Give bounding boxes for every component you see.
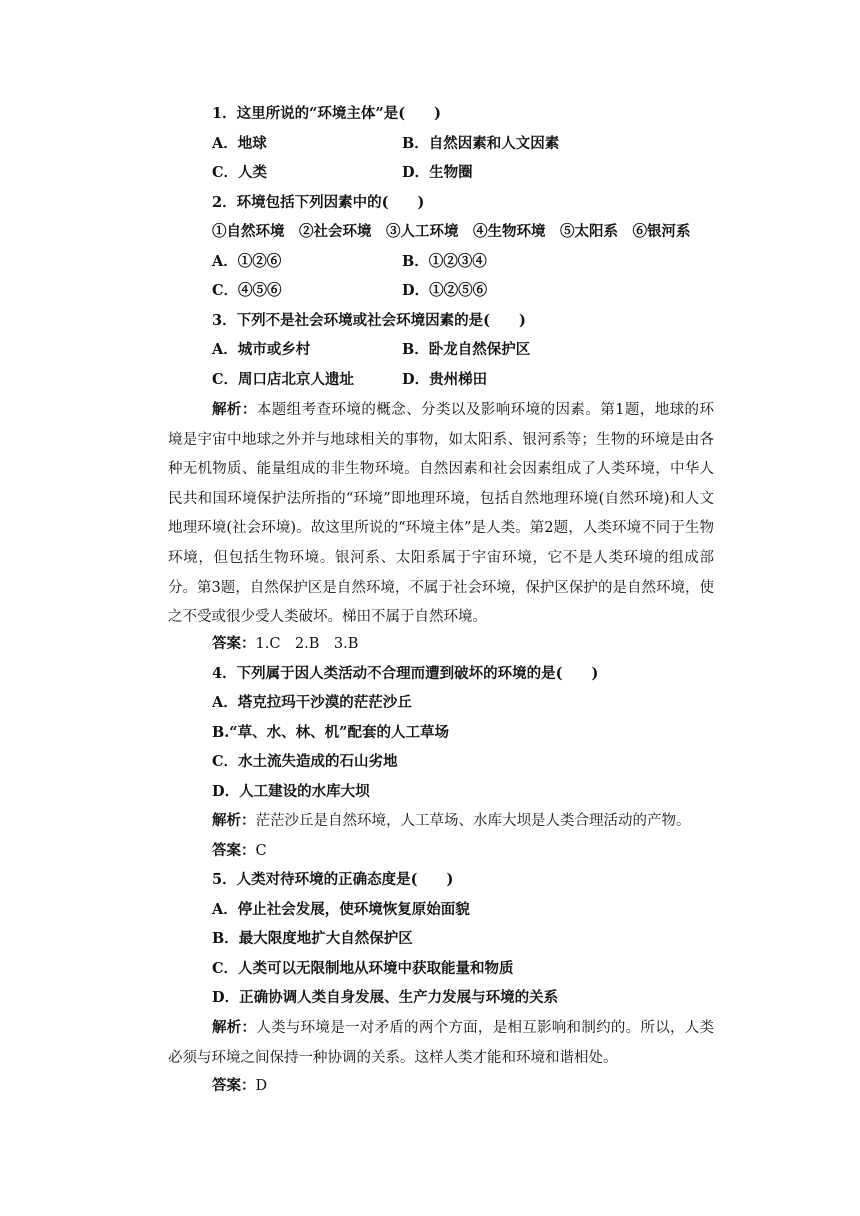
explanation-block-5 xyxy=(168,1013,714,1073)
explanation-label: 解析： xyxy=(212,401,257,418)
explanation-block-4 xyxy=(212,811,691,831)
question-1-option-d: D．生物圈 xyxy=(402,164,473,181)
question-2-option-b: B．①②③④ xyxy=(402,253,487,270)
answer-text: C xyxy=(255,843,267,859)
question-4-option-d: D．人工建设的水库大坝 xyxy=(212,783,370,800)
question-1-stem: 1．这里所说的“环境主体”是( ) xyxy=(212,105,441,122)
question-1-option-b: B．自然因素和人文因素 xyxy=(402,135,560,152)
answer-block-1 xyxy=(212,634,358,654)
explanation-label: 解析： xyxy=(212,812,256,829)
explanation-text: 本题组考查环境的概念、分类以及影响环境的因素。第1题，地球的环境是宇宙中地球之外并与地球相关的事物，如太阳系、银河系等；生物的环境是由各种无机物质、能量组成的非生物环境。自然因素和社会因素组成了人类环境，中华人民共和国环境保护法所指的“环境”即地理环境，包括自然地理环境(自然环境)和人文地理环境(社会环境)。故这里所说的“环境主体”是人类。第2题，人类环境不同于生物环境，但包括生物环境。银河系、太阳系属于宇宙环境，它不是人类环境的组成部分。第3题，自然保护区是自然环境，不属于社会环境，保护区保护的是自然环境，使之不受或很少受人类破坏。梯田不属于自然环境。 xyxy=(168,402,714,626)
question-3-option-a: A．城市或乡村 xyxy=(212,341,311,358)
question-5-option-c: C．人类可以无限制地从环境中获取能量和物质 xyxy=(212,960,514,977)
answer-label: 答案： xyxy=(212,842,256,859)
answer-text: D xyxy=(255,1078,268,1094)
question-2-stem: 2．环境包括下列因素中的( ) xyxy=(212,194,425,211)
question-2-option-a: A．①②⑥ xyxy=(212,253,282,270)
question-4-option-b: B.“草、水、林、机”配套的人工草场 xyxy=(212,724,449,741)
question-1-option-c: C．人类 xyxy=(212,164,268,181)
explanation-text: 人类与环境是一对矛盾的两个方面，是相互影响和制约的。所以，人类必须与环境之间保持一种协调的关系。这样人类才能和环境和谐相处。 xyxy=(168,1020,715,1066)
question-2-option-c: C．④⑤⑥ xyxy=(212,282,282,299)
answer-block-5 xyxy=(212,1076,267,1096)
answer-block-4 xyxy=(212,841,267,861)
answer-label: 答案： xyxy=(212,635,256,652)
question-1-option-a: A．地球 xyxy=(212,135,267,152)
explanation-text: 茫茫沙丘是自然环境，人工草场、水库大坝是人类合理活动的产物。 xyxy=(255,813,691,829)
question-3-stem: 3．下列不是社会环境或社会环境因素的是( ) xyxy=(212,312,526,329)
question-3-option-b: B．卧龙自然保护区 xyxy=(402,341,531,358)
question-2-items: ①自然环境 ②社会环境 ③人工环境 ④生物环境 ⑤太阳系 ⑥银河系 xyxy=(212,223,691,240)
explanation-label: 解析： xyxy=(212,1019,257,1036)
answer-text: 1.C 2.B 3.B xyxy=(255,636,359,652)
question-2-option-d: D．①②⑤⑥ xyxy=(402,282,488,299)
question-5-stem: 5．人类对待环境的正确态度是( ) xyxy=(212,871,454,888)
question-4-option-a: A．塔克拉玛干沙漠的茫茫沙丘 xyxy=(212,694,412,711)
question-3-option-c: C．周口店北京人遗址 xyxy=(212,371,355,388)
question-4-stem: 4．下列属于因人类活动不合理而遭到破坏的环境的是( ) xyxy=(212,665,599,682)
explanation-block-1 xyxy=(168,395,714,633)
answer-label: 答案： xyxy=(212,1077,256,1094)
question-5-option-d: D．正确协调人类自身发展、生产力发展与环境的关系 xyxy=(212,989,559,1006)
question-5-option-a: A．停止社会发展，使环境恢复原始面貌 xyxy=(212,901,470,918)
question-3-option-d: D．贵州梯田 xyxy=(402,371,488,388)
question-5-option-b: B．最大限度地扩大自然保护区 xyxy=(212,930,413,947)
question-4-option-c: C．水土流失造成的石山劣地 xyxy=(212,753,398,770)
